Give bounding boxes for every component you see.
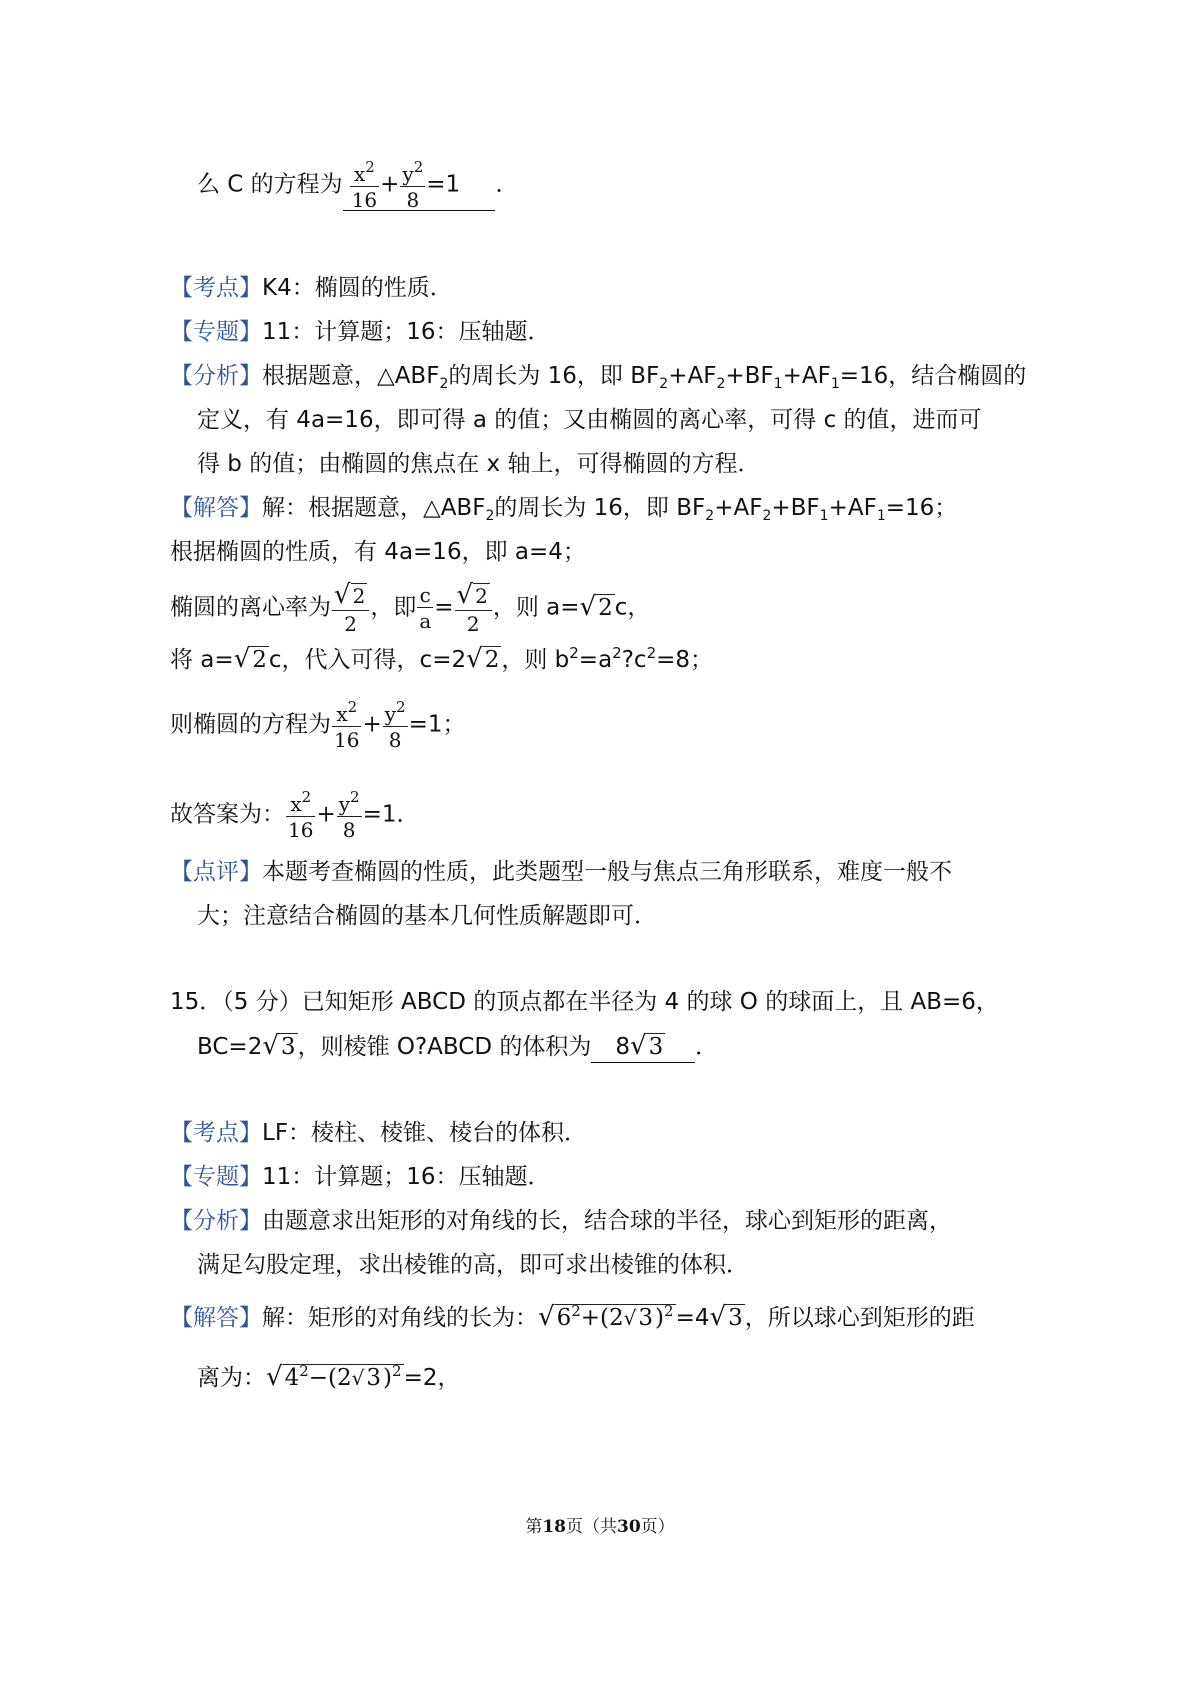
radicand: 2	[598, 594, 613, 621]
sqrt: $√4^2-(2√3)^2$	[266, 1362, 402, 1392]
text: 椭圆的离心率为	[170, 594, 331, 621]
op: −	[308, 1365, 329, 1391]
eq: =1	[426, 171, 461, 198]
numerator	[400, 160, 425, 186]
answer: 8	[615, 1034, 631, 1060]
text: =a	[578, 647, 613, 673]
var: y	[402, 162, 414, 186]
radicand: 3	[280, 1034, 296, 1060]
radicand: 2	[252, 647, 267, 673]
text: BC=2	[197, 1034, 263, 1060]
fraction	[286, 790, 315, 840]
tag-fenxi: 【分析】	[170, 1208, 262, 1234]
denominator: 8	[337, 816, 362, 840]
text: 11：计算题；16：压轴题．	[262, 1164, 551, 1190]
paren: )	[655, 1305, 665, 1331]
tag-dianping: 【点评】	[170, 859, 262, 885]
denominator: 16	[351, 188, 378, 212]
text: +AF	[828, 495, 877, 521]
sub: 2	[705, 508, 715, 524]
sup: 2	[612, 644, 622, 662]
var: y	[338, 792, 351, 816]
numerator	[350, 160, 379, 186]
sub: 2	[762, 508, 772, 524]
footer-text: 第	[525, 1517, 543, 1537]
text: 的周长为 16，即 BF	[494, 495, 706, 521]
tag-kaodian: 【考点】	[170, 275, 262, 301]
text: ，则棱锥 O?ABCD 的体积为	[297, 1034, 592, 1060]
page-footer	[0, 1512, 1200, 1537]
tag-fenxi: 【分析】	[170, 363, 262, 389]
exp: 2	[413, 158, 424, 176]
answer-line-14	[197, 160, 518, 211]
var: x	[290, 792, 302, 816]
var: x	[336, 702, 348, 726]
denominator: 8	[383, 726, 408, 750]
tag-kaodian: 【考点】	[170, 1120, 262, 1146]
op: +	[362, 711, 382, 738]
text: 解：根据题意，△ABF	[262, 495, 486, 521]
exp: 2	[392, 1362, 402, 1380]
sub: 2	[485, 508, 495, 524]
paren: )	[383, 1365, 393, 1391]
fenxi-line	[170, 361, 1026, 399]
answer-blank	[343, 160, 496, 211]
op: +	[580, 1305, 601, 1331]
tag-jieda: 【解答】	[170, 495, 262, 521]
fenxi-line-2: 定义，有 4a=16，即可得 a 的值；又由椭圆的离心率，可得 c 的值，进而可	[197, 407, 982, 433]
jieda-line-2b	[197, 1356, 460, 1393]
num: 6	[556, 1305, 572, 1331]
fraction	[455, 582, 492, 634]
sqrt: √2	[233, 644, 267, 674]
text: ，则 a=	[492, 594, 580, 621]
radicand	[555, 1304, 676, 1331]
text: +AF	[714, 495, 763, 521]
text: +AF	[668, 363, 717, 389]
sub: 1	[773, 376, 783, 392]
answer-blank	[591, 1031, 695, 1063]
sqrt: √ 2	[334, 580, 366, 610]
fraction	[417, 585, 433, 631]
solution-line-4	[170, 700, 466, 750]
solution-line-3	[170, 638, 713, 675]
solution-line-5	[170, 790, 420, 840]
total-pages: 30	[617, 1517, 641, 1537]
numerator	[286, 790, 315, 816]
text: =8；	[656, 647, 714, 673]
eq: =	[434, 594, 454, 621]
sqrt: √3	[351, 1365, 382, 1391]
text: +BF	[725, 363, 774, 389]
sqrt: √2	[579, 591, 613, 622]
text: c，	[614, 594, 651, 621]
denominator: a	[419, 609, 432, 633]
solution-line-2	[170, 582, 650, 634]
text: ，所以球心到矩形的距	[744, 1305, 975, 1331]
text: 的周长为 16，即 BF	[448, 363, 660, 389]
op: +	[380, 171, 400, 198]
text: 解：矩形的对角线的长为：	[262, 1305, 538, 1331]
fraction	[383, 700, 408, 750]
question-15-line-1: 15．（5 分）已知矩形 ABCD 的顶点都在半径为 4 的球 O 的球面上，且 AB=6，	[170, 989, 999, 1015]
denominator: 16	[288, 818, 314, 842]
denominator: 8	[400, 186, 425, 210]
fraction	[332, 582, 369, 634]
sub: 2	[716, 376, 726, 392]
kaodian-line-2	[170, 1118, 587, 1148]
numerator	[337, 790, 362, 816]
page-number: 18	[542, 1517, 566, 1537]
fraction	[400, 160, 425, 210]
text: LF：棱柱、棱锥、棱台的体积．	[262, 1120, 588, 1146]
text: 根据题意，△ABF	[262, 363, 440, 389]
text: =1；	[408, 711, 466, 738]
var: x	[354, 162, 366, 186]
jieda-line	[170, 493, 957, 531]
op: +	[316, 801, 336, 828]
sqrt: $√6^2+(2√3)^2$	[538, 1302, 674, 1332]
radicand: 3	[728, 1305, 743, 1331]
sqrt: √3	[623, 1305, 654, 1331]
sub: 2	[659, 376, 669, 392]
text: +BF	[771, 495, 820, 521]
text: =2，	[403, 1365, 461, 1391]
var: y	[384, 702, 397, 726]
radicand: 3	[638, 1305, 654, 1331]
num: (2	[328, 1365, 352, 1391]
text: 将 a=	[170, 647, 234, 673]
radicand: 2	[484, 647, 500, 673]
fenxi-line-b	[170, 1206, 952, 1236]
text: ?c	[621, 647, 647, 673]
zhuanti-line-2	[170, 1162, 551, 1192]
exp: 2	[664, 1302, 674, 1320]
exp: 2	[350, 788, 360, 806]
radicand	[283, 1364, 404, 1391]
denominator: 2	[332, 610, 369, 634]
question-15-line-2	[197, 1031, 718, 1063]
text: 离为：	[197, 1365, 266, 1391]
dianping-line	[170, 857, 952, 887]
text: c，代入可得，c=2	[268, 647, 467, 673]
text: ，即	[370, 594, 417, 621]
radicand: 2	[475, 584, 488, 608]
exp: 2	[299, 1362, 309, 1380]
text: K4：椭圆的性质．	[262, 275, 453, 301]
radicand: 3	[648, 1034, 664, 1060]
radicand: 2	[352, 584, 366, 608]
text: =4	[675, 1305, 710, 1331]
fraction	[332, 700, 361, 750]
fenxi-line-b-2: 满足勾股定理，求出棱锥的高，即可求出棱锥的体积．	[197, 1252, 749, 1278]
text: =16，结合椭圆的	[839, 363, 1027, 389]
exp: 2	[301, 788, 312, 806]
sub: 1	[819, 508, 829, 524]
numerator	[383, 700, 408, 726]
text: 11：计算题；16：压轴题．	[262, 319, 551, 345]
text: 本题考查椭圆的性质，此类题型一般与焦点三角形联系，难度一般不	[262, 859, 952, 885]
text: 么 C 的方程为	[197, 171, 343, 198]
footer-text: 页）	[640, 1517, 675, 1537]
exp: 2	[347, 698, 358, 716]
sub: 1	[830, 376, 840, 392]
tag-zhuanti: 【专题】	[170, 1164, 262, 1190]
denominator: 16	[334, 728, 360, 752]
dianping-line-2: 大；注意结合椭圆的基本几何性质解题即可．	[197, 903, 657, 929]
solution-line-1: 根据椭圆的性质，有 4a=16，即 a=4；	[170, 539, 586, 565]
radicand: 3	[366, 1365, 382, 1391]
num: 4	[284, 1365, 300, 1391]
zhuanti-line	[170, 317, 551, 347]
kaodian-line	[170, 273, 453, 303]
sqrt: √2	[466, 644, 500, 674]
exp: 2	[396, 698, 406, 716]
text: =1．	[362, 801, 420, 828]
text: 则椭圆的方程为	[170, 711, 331, 738]
exp: 2	[365, 158, 375, 176]
sqrt: √3	[630, 1031, 664, 1061]
text: =16；	[885, 495, 958, 521]
sup: 2	[646, 644, 657, 662]
text: ，则 b	[501, 647, 570, 673]
text: ．	[495, 171, 519, 198]
exp: 2	[571, 1302, 581, 1320]
sub: 2	[439, 376, 449, 392]
sub: 1	[876, 508, 886, 524]
footer-text: 页（共	[566, 1517, 617, 1537]
sqrt: √3	[262, 1031, 296, 1061]
denominator: 2	[455, 610, 492, 634]
text: 由题意求出矩形的对角线的长，结合球的半径，球心到矩形的距离，	[262, 1208, 952, 1234]
tag-jieda: 【解答】	[170, 1305, 262, 1331]
numerator	[332, 582, 369, 610]
num: (2	[600, 1305, 624, 1331]
fraction	[337, 790, 362, 840]
numerator: c	[419, 583, 431, 607]
sqrt: √3	[709, 1302, 743, 1332]
tag-zhuanti: 【专题】	[170, 319, 262, 345]
numerator	[332, 700, 361, 726]
fraction	[350, 160, 379, 210]
sup: 2	[569, 644, 579, 662]
numerator	[455, 582, 492, 610]
text: ．	[695, 1034, 719, 1060]
jieda-line-2	[170, 1296, 975, 1333]
text: 故答案为：	[170, 801, 285, 828]
text: +AF	[782, 363, 831, 389]
sqrt: √ 2	[456, 580, 488, 610]
fenxi-line-3: 得 b 的值；由椭圆的焦点在 x 轴上，可得椭圆的方程．	[197, 451, 761, 477]
